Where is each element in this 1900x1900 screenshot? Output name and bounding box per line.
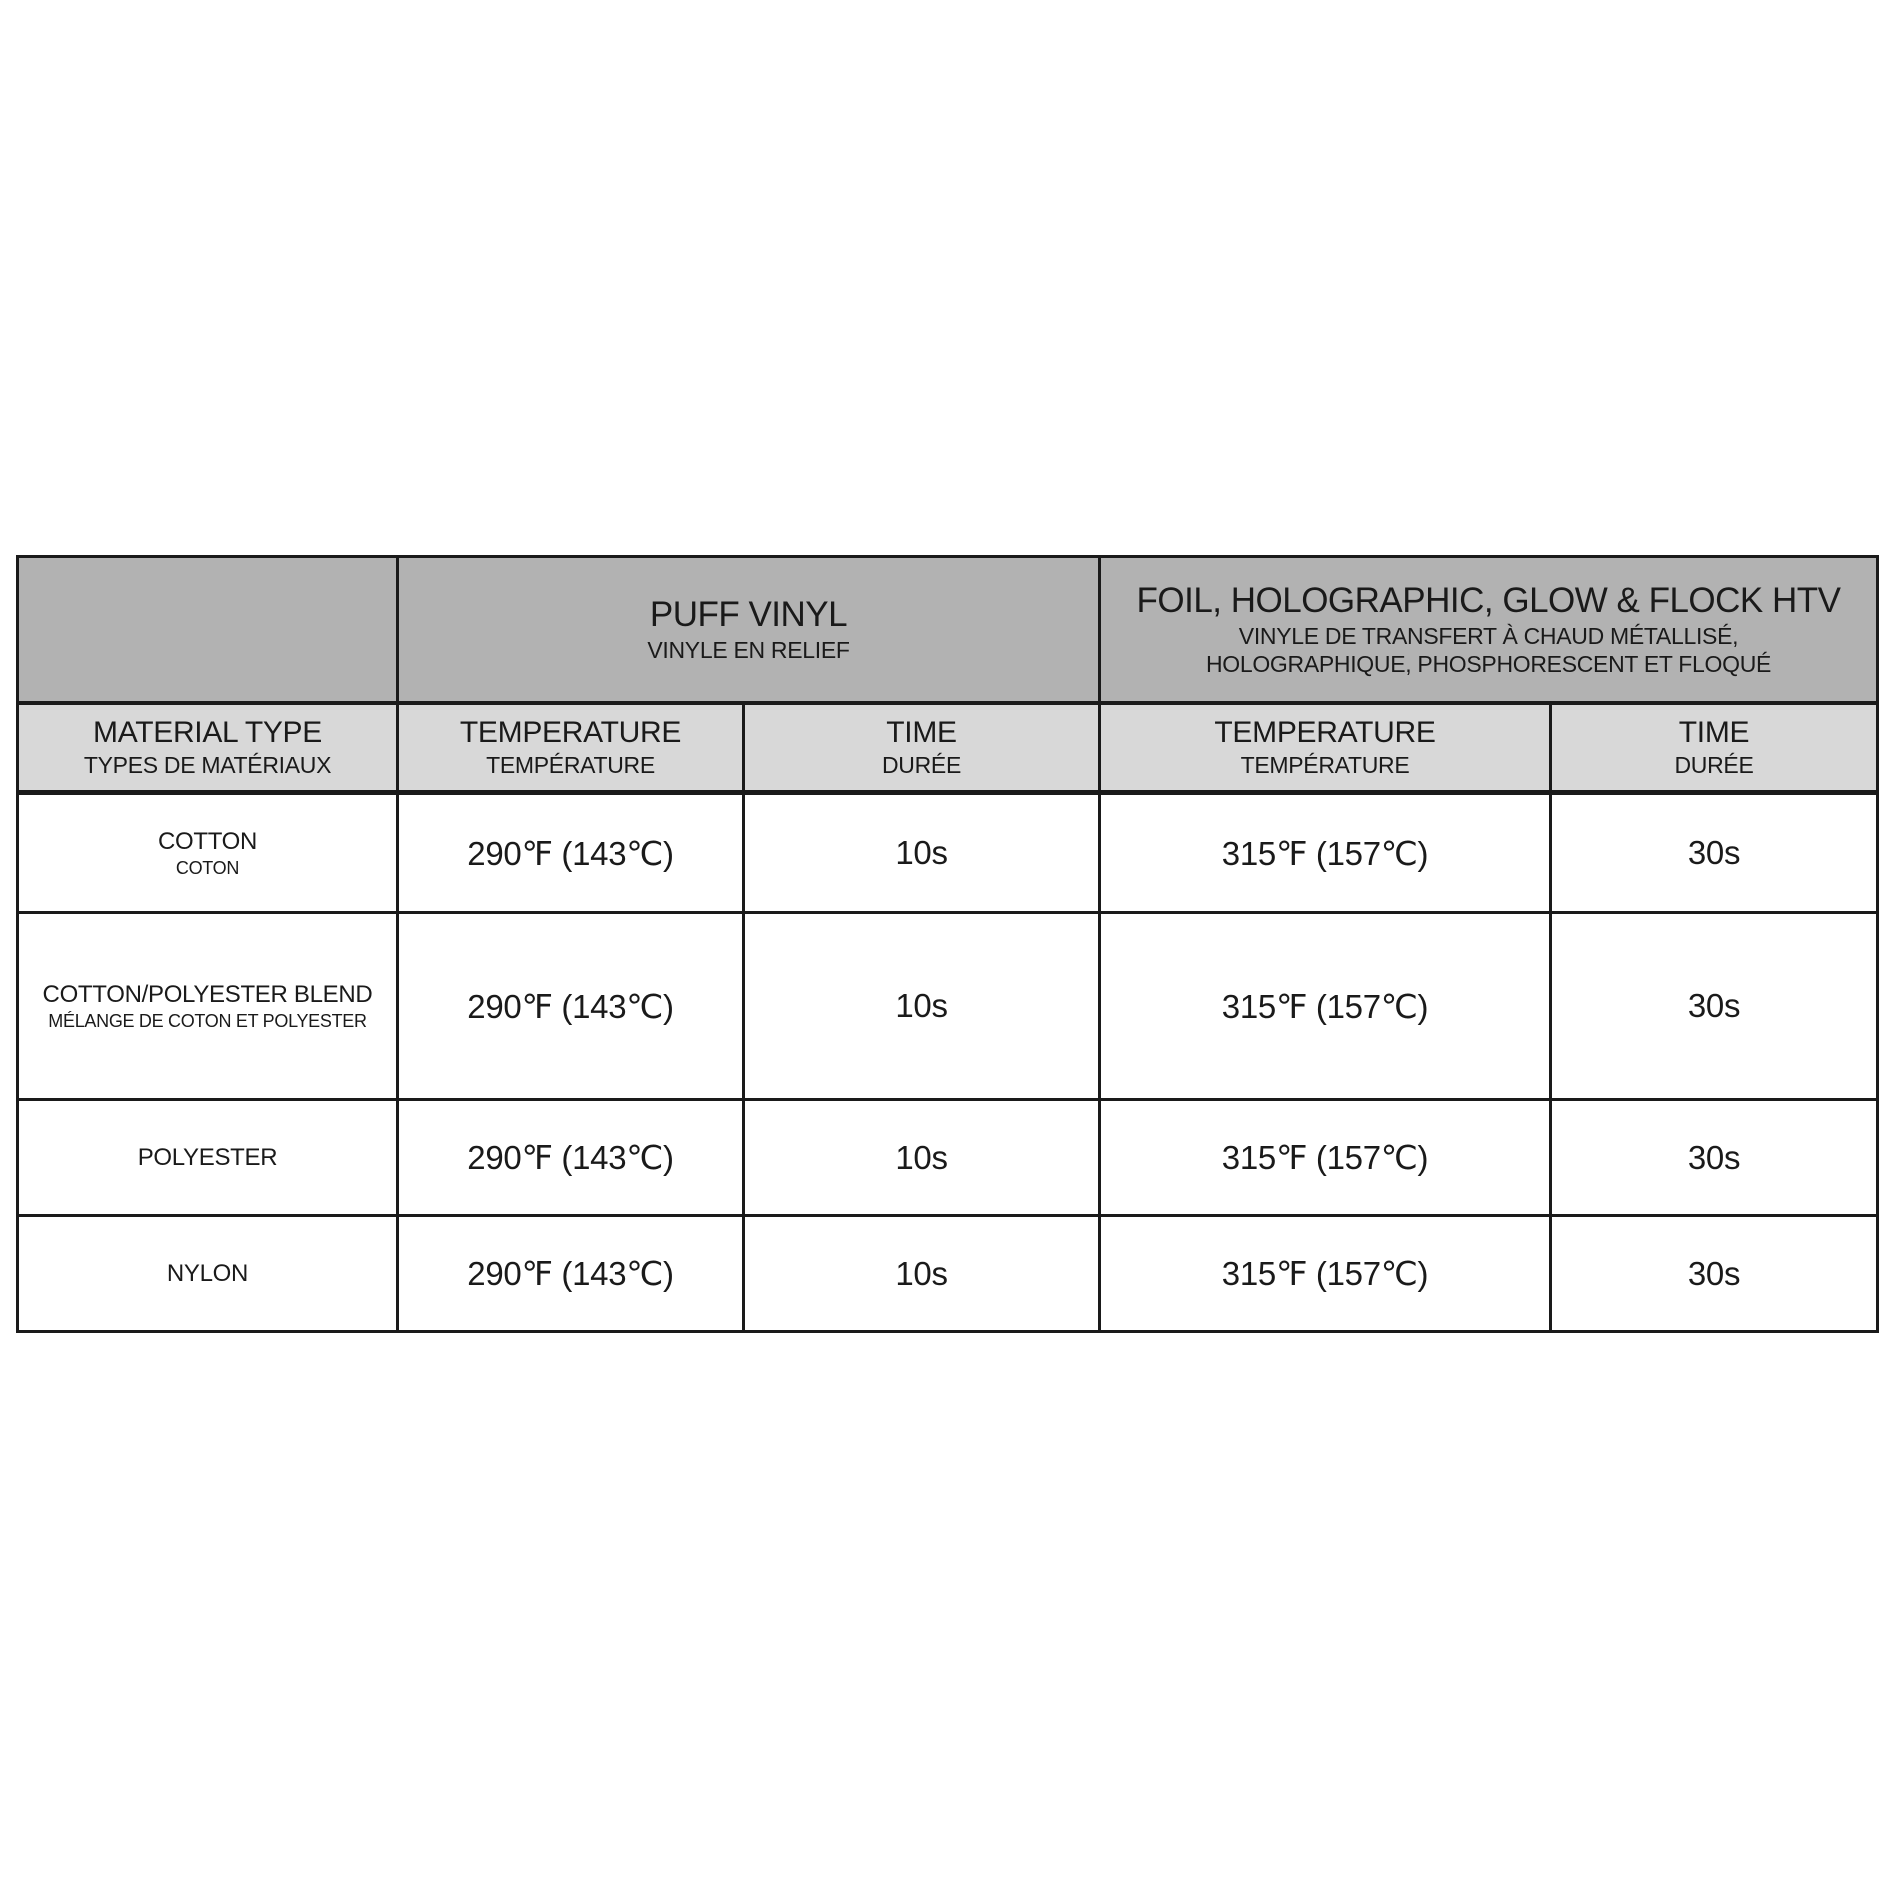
material-name-en: COTTON/POLYESTER BLEND [42, 980, 373, 1008]
table-row-nylon [18, 1216, 1878, 1332]
polyester-puff-temperature: 290℉ (143℃) [398, 1100, 744, 1216]
col-header-material-type [18, 703, 398, 793]
corner-cell [18, 557, 398, 703]
polyester-foil-time: 30s [1551, 1100, 1878, 1216]
material-name-en: NYLON [166, 1259, 249, 1287]
col-header-foil-temperature [1100, 703, 1551, 793]
blend-foil-temperature: 315℉ (157℃) [1100, 913, 1551, 1100]
column-header-row [18, 703, 1878, 793]
material-cell-cotton [18, 793, 398, 913]
material-name-en: POLYESTER [137, 1143, 278, 1171]
material-type-label-en: MATERIAL TYPE [93, 715, 322, 749]
heat-press-settings-table [16, 555, 1879, 1333]
puff-vinyl-title: PUFF VINYL [649, 595, 848, 635]
material-cell-polyester [18, 1100, 398, 1216]
table-row-cotton [18, 793, 1878, 913]
col-header-puff-temperature [398, 703, 744, 793]
puff-time-label-en: TIME [886, 715, 957, 749]
foil-temperature-label-fr: TEMPÉRATURE [1240, 751, 1410, 778]
polyester-puff-time: 10s [744, 1100, 1100, 1216]
material-name-en: COTTON [157, 827, 258, 855]
col-header-foil-time [1551, 703, 1878, 793]
nylon-puff-time: 10s [744, 1216, 1100, 1332]
material-type-label-fr: TYPES DE MATÉRIAUX [83, 751, 332, 778]
puff-time-label-fr: DURÉE [881, 751, 961, 778]
cotton-foil-temperature: 315℉ (157℃) [1100, 793, 1551, 913]
foil-time-label-en: TIME [1678, 715, 1750, 749]
puff-temperature-label-fr: TEMPÉRATURE [486, 751, 655, 778]
cotton-puff-temperature: 290℉ (143℃) [398, 793, 744, 913]
foil-time-label-fr: DURÉE [1674, 751, 1754, 778]
nylon-foil-time: 30s [1551, 1216, 1878, 1332]
table-row-polyester [18, 1100, 1878, 1216]
cotton-foil-time: 30s [1551, 793, 1878, 913]
foil-holographic-subtitle-line2: HOLOGRAPHIQUE, PHOSPHORESCENT ET FLOQUÉ [1205, 651, 1772, 678]
puff-vinyl-subtitle: VINYLE EN RELIEF [647, 637, 850, 664]
material-cell-cotton-polyester-blend [18, 913, 398, 1100]
group-header-puff-vinyl [398, 557, 1100, 703]
foil-temperature-label-en: TEMPERATURE [1214, 715, 1436, 749]
col-header-puff-time [744, 703, 1100, 793]
material-name-fr: MÉLANGE DE COTON ET POLYESTER [48, 1010, 367, 1031]
puff-temperature-label-en: TEMPERATURE [459, 715, 682, 749]
foil-holographic-subtitle-line1: VINYLE DE TRANSFERT À CHAUD MÉTALLISÉ, [1238, 623, 1739, 650]
material-name-fr: COTON [175, 857, 240, 878]
blend-foil-time: 30s [1551, 913, 1878, 1100]
cotton-puff-time: 10s [744, 793, 1100, 913]
blend-puff-time: 10s [744, 913, 1100, 1100]
material-cell-nylon [18, 1216, 398, 1332]
blend-puff-temperature: 290℉ (143℃) [398, 913, 744, 1100]
nylon-puff-temperature: 290℉ (143℃) [398, 1216, 744, 1332]
foil-holographic-title: FOIL, HOLOGRAPHIC, GLOW & FLOCK HTV [1136, 581, 1841, 621]
table-row-cotton-polyester-blend [18, 913, 1878, 1100]
group-header-row [18, 557, 1878, 703]
nylon-foil-temperature: 315℉ (157℃) [1100, 1216, 1551, 1332]
polyester-foil-temperature: 315℉ (157℃) [1100, 1100, 1551, 1216]
group-header-foil-holographic [1100, 557, 1878, 703]
